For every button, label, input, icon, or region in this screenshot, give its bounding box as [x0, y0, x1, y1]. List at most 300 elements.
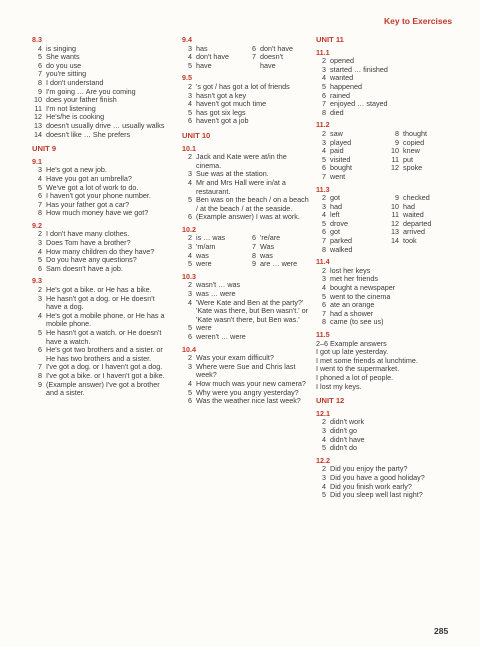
answer-item [182, 363, 310, 380]
answer-text: has got six legs [196, 107, 246, 117]
answer-text: copied [403, 137, 425, 147]
answer-text: Does Tom have a brother? [46, 238, 131, 248]
answer-number: 6 [252, 43, 256, 53]
answer-text: didn't go [330, 425, 357, 435]
exercise-number: 9.3 [32, 276, 42, 286]
answer-text: Did you sleep well last night? [330, 490, 423, 500]
answer-text: How much was your new camera? [196, 378, 306, 388]
answer-text: 're/are [260, 233, 281, 243]
answer-text: I met some friends at lunchtime. [316, 355, 418, 365]
answer-number: 7 [322, 99, 326, 109]
answer-text: was [196, 250, 209, 260]
answer-number: 3 [322, 472, 326, 482]
answer-number: 9 [395, 137, 399, 147]
column-2 [182, 36, 310, 406]
answer-number: 5 [322, 291, 326, 301]
answer-text: Mr and Mrs Hall were in/at a restaurant. [196, 177, 286, 196]
answer-number: 8 [322, 107, 326, 117]
answer-text: rained [330, 90, 350, 100]
answer-number: 6 [38, 345, 42, 355]
answer-item [316, 147, 389, 156]
answer-number: 4 [188, 378, 192, 388]
answer-item [182, 117, 310, 126]
answer-item [182, 299, 310, 325]
answer-number: 4 [322, 434, 326, 444]
answer-pair [316, 246, 462, 255]
exercise-number: 9.1 [32, 156, 42, 166]
answer-text: Jack and Kate were at/in the cinema. [196, 152, 287, 170]
answer-text: Ben was on the beach / on a beach / at the beach / at the seaside. [196, 195, 309, 213]
answer-text: Did you have a good holiday? [330, 472, 425, 482]
answer-item [32, 265, 172, 274]
answer-number: 3 [322, 201, 326, 211]
answer-text: opened [330, 56, 354, 66]
answer-number: 5 [322, 218, 326, 228]
answer-number: 11 [391, 154, 399, 164]
answer-item [246, 53, 310, 62]
answer-number: 5 [188, 195, 192, 205]
answer-number: 6 [38, 60, 42, 70]
answer-text: doesn't like … She prefers [46, 129, 131, 139]
answer-number: 4 [38, 246, 42, 256]
answer-number: 3 [322, 137, 326, 147]
answer-number: 7 [252, 242, 256, 252]
answer-item [316, 246, 389, 255]
answer-number: 5 [38, 328, 42, 337]
answer-item [246, 260, 310, 269]
answer-number: 10 [34, 95, 42, 105]
answer-text: checked [403, 193, 430, 203]
exercise-number: 11.4 [316, 257, 330, 267]
answer-text: were [196, 323, 212, 333]
answer-number [246, 62, 256, 71]
answer-number: 5 [38, 255, 42, 265]
answer-number: 11 [391, 210, 399, 220]
answer-item [389, 228, 462, 237]
answer-number: 4 [188, 52, 192, 62]
answer-number: 13 [34, 120, 42, 130]
answer-number: 5 [188, 107, 192, 117]
answer-text: departed [403, 218, 432, 228]
answer-number: 5 [188, 323, 192, 333]
answer-number: 2 [188, 81, 192, 91]
answer-text: doesn't usually drive … usually walks [46, 120, 165, 130]
answer-text: got [330, 193, 340, 203]
answer-number: 3 [322, 425, 326, 435]
answer-item [389, 237, 462, 246]
answer-text: Was [260, 242, 275, 252]
answer-number: 14 [391, 236, 399, 246]
exercise-number: 12.2 [316, 455, 330, 465]
answer-text: hasn't got a key [196, 90, 247, 100]
answer-text: doesn't [260, 52, 283, 62]
answer-text: were [196, 259, 212, 269]
answer-item [316, 444, 462, 453]
answer-number: 2 [38, 229, 42, 239]
answer-number: 3 [188, 361, 192, 371]
answer-text: met her friends [330, 274, 378, 284]
answer-number [389, 246, 399, 255]
answer-text: knew [403, 146, 420, 156]
answer-text: Why were you angry yesterday? [196, 387, 299, 397]
answer-number: 5 [322, 81, 326, 91]
answer-text: I'm going … Are you coming [46, 86, 136, 96]
exercise-number: 10.1 [182, 143, 196, 153]
answer-number: 9 [395, 193, 399, 203]
answer-item [389, 220, 462, 229]
answer-number: 2 [322, 56, 326, 66]
answer-number: 6 [188, 332, 192, 341]
answer-item [316, 228, 389, 237]
answer-text: went to the cinema [330, 291, 391, 301]
answer-number: 3 [322, 64, 326, 74]
answer-number: 2 [188, 233, 192, 243]
answer-number: 2 [322, 193, 326, 203]
answer-number: 3 [188, 169, 192, 179]
answer-item [389, 246, 462, 255]
exercise-number: 10.4 [182, 344, 196, 354]
unit-heading: UNIT 12 [316, 396, 345, 406]
answer-text: Was the weather nice last week? [196, 396, 301, 406]
answer-text: started … finished [330, 64, 388, 74]
answer-number: 4 [38, 173, 42, 183]
answer-number: 9 [252, 259, 256, 269]
answer-number: 5 [188, 259, 192, 269]
answer-item [182, 260, 246, 269]
answer-number: 6 [322, 300, 326, 310]
exercise-number: 9.2 [32, 220, 42, 230]
answer-item [316, 130, 389, 139]
answer-item [316, 156, 389, 165]
answer-text: died [330, 107, 344, 117]
answer-text: had [330, 201, 342, 211]
answer-text: is singing [46, 43, 76, 53]
answer-number: 3 [188, 43, 192, 53]
answer-item [316, 491, 462, 500]
answer-text: saw [330, 128, 343, 138]
answer-text: arrived [403, 227, 425, 237]
answer-text: you're sitting [46, 69, 87, 79]
answer-number: 2 [322, 128, 326, 138]
answer-number: 2 [188, 152, 192, 162]
answer-text: happened [330, 81, 362, 91]
answer-text: ate an orange [330, 300, 375, 310]
answer-text: didn't work [330, 417, 365, 427]
answer-number: 4 [322, 481, 326, 491]
answer-number: 8 [395, 128, 399, 138]
answer-text: spoke [403, 163, 423, 173]
answer-number: 11 [34, 103, 42, 113]
answer-item [316, 109, 462, 118]
answer-text: don't have [196, 52, 229, 62]
unit-heading: UNIT 11 [316, 35, 344, 44]
answer-number: 4 [188, 99, 192, 109]
exercise-number: 11.5 [316, 330, 330, 339]
answer-number: 3 [38, 238, 42, 248]
answer-text: Do you have any questions? [46, 255, 137, 265]
answer-item [246, 62, 310, 71]
answer-text: didn't have [330, 434, 365, 444]
answer-number: 3 [188, 289, 192, 299]
exercise-number: 11.1 [316, 47, 330, 57]
answer-number: 3 [188, 242, 192, 252]
answer-text: (Example answer) I was at work. [196, 212, 300, 222]
answer-item [182, 196, 310, 213]
answer-text: have [260, 60, 276, 70]
answer-text: visited [330, 154, 351, 164]
answer-item [316, 237, 389, 246]
exercise-number: 10.2 [182, 224, 196, 234]
exercise-number: 10.3 [182, 271, 196, 281]
answer-item [182, 397, 310, 406]
answer-text: haven't got much time [196, 99, 267, 109]
answer-text: He's got a new job. [46, 165, 107, 175]
answer-number: 6 [188, 212, 192, 222]
answer-number: 12 [391, 163, 399, 173]
answer-text: He's got a mobile phone. or He has a mobile phone. [46, 310, 165, 329]
answer-number: 4 [322, 210, 326, 220]
answer-text: left [330, 210, 340, 220]
answer-number: 4 [322, 283, 326, 293]
answer-number: 6 [38, 263, 42, 273]
answer-item [389, 173, 462, 182]
answer-text: Did you enjoy the party? [330, 464, 408, 474]
answer-item [32, 131, 172, 140]
column-3 [316, 36, 462, 500]
answer-text: is … was [196, 233, 226, 243]
answer-number: 4 [38, 43, 42, 53]
answer-item [389, 194, 462, 203]
answer-number: 10 [391, 146, 399, 156]
answer-number: 5 [322, 154, 326, 164]
answer-number: 7 [322, 171, 326, 181]
answer-text: I got up late yesterday. [316, 347, 389, 357]
answer-text: Was your exam difficult? [196, 353, 274, 363]
answer-item [316, 203, 389, 212]
answer-number: 8 [38, 370, 42, 380]
answer-number: 9 [38, 379, 42, 389]
answer-text: had a shower [330, 308, 374, 318]
answer-number: 5 [38, 52, 42, 62]
answer-item [182, 153, 310, 170]
answer-text: do you use [46, 60, 82, 70]
answer-text: was [260, 250, 273, 260]
answer-item [32, 329, 172, 346]
answer-text: didn't do [330, 443, 357, 453]
answer-item [316, 173, 389, 182]
answer-item [182, 179, 310, 196]
answer-number: 4 [188, 250, 192, 260]
answer-pair [182, 62, 310, 71]
answer-item [316, 211, 389, 220]
answer-item [389, 203, 462, 212]
answer-text: Where were Sue and Chris last week? [196, 361, 296, 380]
answer-text: bought a newspaper [330, 283, 396, 293]
answer-text: parked [330, 236, 352, 246]
answer-number: 9 [38, 86, 42, 96]
exercise-number: 11.3 [316, 184, 330, 194]
answer-text: I'm not listening [46, 103, 96, 113]
answer-number: 5 [322, 443, 326, 453]
answer-text: paid [330, 146, 344, 156]
answer-text: Have you got an umbrella? [46, 173, 132, 183]
answer-number: 13 [391, 227, 399, 237]
answer-text: Did you finish work early? [330, 481, 412, 491]
answer-item [316, 164, 389, 173]
answer-text: Has your father got a car? [46, 199, 130, 209]
unit-heading: UNIT 10 [182, 130, 211, 140]
answer-item [182, 333, 310, 342]
answer-item [316, 220, 389, 229]
answer-number: 7 [38, 362, 42, 372]
answer-number: 6 [188, 116, 192, 126]
answer-text: took [403, 236, 417, 246]
answer-number: 7 [322, 308, 326, 318]
answer-item [389, 139, 462, 148]
answer-text: I lost my keys. [316, 381, 362, 391]
answer-text: Sue was at the station. [196, 169, 269, 179]
exercise-number: 9.4 [182, 35, 192, 44]
answer-number: 6 [188, 396, 192, 406]
answer-number: 4 [322, 73, 326, 83]
column-1 [32, 36, 172, 398]
answer-text: are … were [260, 259, 298, 269]
answer-number: 2 [322, 464, 326, 474]
answer-number: 7 [322, 236, 326, 246]
answer-text: played [330, 137, 352, 147]
answer-item [316, 194, 389, 203]
answer-number: 4 [38, 310, 42, 320]
answer-text: had [403, 201, 415, 211]
answer-text: was … were [196, 289, 236, 299]
answer-text: 's got / has got a lot of friends [196, 81, 290, 91]
answer-text [403, 246, 462, 255]
exercise-number: 9.5 [182, 73, 192, 83]
answer-text: enjoyed … stayed [330, 99, 388, 109]
answer-text: How many children do they have? [46, 246, 155, 256]
answer-number: 14 [34, 129, 42, 139]
answer-number: 5 [188, 60, 192, 70]
answer-text: I've got a bike. or I haven't got a bike. [46, 370, 165, 380]
answer-text: got [330, 227, 340, 237]
answer-text: She wants [46, 52, 80, 62]
answer-number: 8 [322, 244, 326, 254]
answer-number: 3 [38, 165, 42, 175]
answer-number: 2 [188, 280, 192, 290]
answer-number: 3 [38, 293, 42, 303]
answer-item [32, 312, 172, 329]
answer-number: 6 [252, 233, 256, 243]
answer-number: 3 [188, 90, 192, 100]
answer-text: 'Were Kate and Ben at the party?' 'Kate was there, but Ben wasn't.' or 'Kate wasn't there, but Ben was.' [196, 297, 308, 324]
answer-number: 8 [38, 208, 42, 218]
answer-number: 6 [322, 163, 326, 173]
answer-pair [182, 260, 310, 269]
answer-item [32, 381, 172, 398]
answer-text: went [330, 171, 346, 181]
answer-item [316, 139, 389, 148]
answer-text: He hasn't got a watch. or He doesn't have a watch. [46, 328, 162, 346]
answer-text: came (to see us) [330, 317, 384, 327]
answer-text: (Example answer) I've got a brother and a sister. [46, 379, 160, 398]
answer-number [389, 173, 399, 182]
exercise-number: 8.3 [32, 35, 42, 44]
answer-text: has [196, 43, 208, 53]
answer-text: 2–6 Example answers [316, 338, 387, 348]
answer-number: 4 [322, 146, 326, 156]
answer-text: don't have [260, 43, 293, 53]
answer-text [403, 173, 462, 182]
answer-text: weren't … were [196, 332, 246, 341]
answer-text: I don't have many clothes. [46, 229, 130, 239]
answer-text: drove [330, 218, 348, 228]
answer-item [389, 156, 462, 165]
answer-item [389, 164, 462, 173]
answer-number: 5 [38, 182, 42, 192]
exercise-number: 11.2 [316, 120, 330, 130]
answer-number: 6 [322, 90, 326, 100]
answer-text: How much money have we got? [46, 208, 149, 218]
answer-text: thought [403, 128, 427, 138]
answer-text: walked [330, 244, 353, 254]
answer-number: 5 [322, 490, 326, 500]
answer-item [316, 318, 462, 327]
answer-number: 8 [322, 317, 326, 327]
answer-text: I've got a dog. or I haven't got a dog. [46, 362, 163, 372]
answer-number: 4 [188, 177, 192, 187]
answer-text: He's got a bike. or He has a bike. [46, 285, 152, 295]
answer-text: wanted [330, 73, 354, 83]
answer-item [32, 209, 172, 218]
answer-text: bought [330, 163, 352, 173]
answer-item [182, 62, 246, 71]
answer-number: 7 [252, 52, 256, 62]
answer-text: haven't got a job [196, 116, 249, 126]
answer-text: does your father finish [46, 95, 117, 105]
answer-number: 6 [322, 227, 326, 237]
answer-text: I went to the supermarket. [316, 364, 400, 374]
answer-pair [316, 173, 462, 182]
answer-text: We've got a lot of work to do. [46, 182, 139, 192]
answer-item [389, 130, 462, 139]
answer-item [389, 147, 462, 156]
answer-number: 10 [391, 201, 399, 211]
answer-number: 2 [188, 353, 192, 363]
exercise-number: 12.1 [316, 408, 330, 418]
page-header: Key to Exercises [384, 16, 453, 26]
answer-number: 7 [38, 69, 42, 79]
answer-text: waited [403, 210, 424, 220]
unit-heading: UNIT 9 [32, 144, 57, 154]
answer-number: 12 [34, 112, 42, 122]
answer-item [182, 213, 310, 222]
answer-number: 8 [252, 250, 256, 260]
answer-item [32, 346, 172, 363]
answer-number: 12 [391, 218, 399, 228]
answer-number: 8 [38, 77, 42, 87]
answer-text: Sam doesn't have a job. [46, 263, 123, 273]
answer-number: 5 [188, 387, 192, 397]
answer-text: He hasn't got a dog. or He doesn't have a dog. [46, 293, 155, 312]
answer-number: 2 [38, 285, 42, 295]
answer-text: wasn't … was [196, 280, 241, 290]
answer-number: 4 [188, 297, 192, 307]
answer-text: I haven't got your phone number. [46, 191, 151, 201]
answer-number: 6 [38, 191, 42, 201]
answer-number: 7 [38, 199, 42, 209]
answer-text: 'm/am [196, 242, 216, 252]
answer-text: lost her keys [330, 265, 371, 275]
